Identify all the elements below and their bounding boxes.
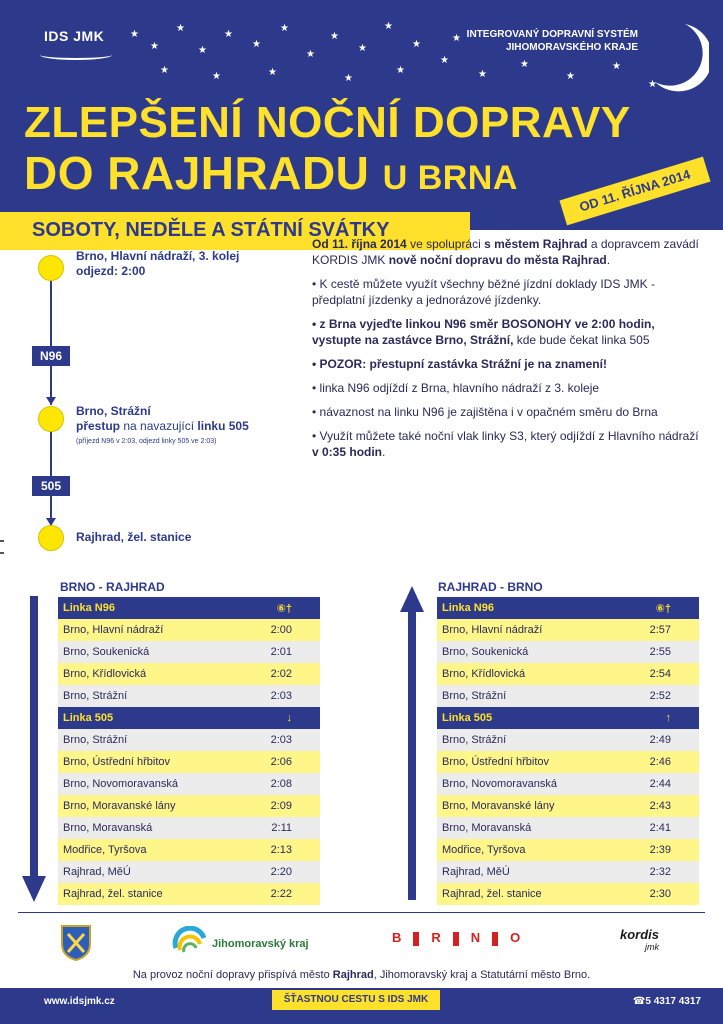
table-row xyxy=(58,641,320,663)
info-text-span: a dopravcem zavádí KORDIS JMK xyxy=(312,237,699,267)
time-cell: 2:20 xyxy=(241,861,321,883)
info-new-service: nově noční dopravu do města Rajhrad xyxy=(388,253,607,267)
timetable-right xyxy=(437,597,699,905)
info-instructions: • z Brna vyjeďte linkou N96 směr BOSONOHY ve 2:00 hodin, vystupte na zastávce Brno, Strážní, xyxy=(312,317,655,347)
system-name xyxy=(467,28,638,54)
line-505-box: 505 xyxy=(32,476,70,496)
table-row xyxy=(437,773,699,795)
stop-cell: Brno, Moravanská xyxy=(437,817,620,839)
footer-note xyxy=(0,969,723,981)
stop-cell: Modřice, Tyršova xyxy=(58,839,241,861)
stop-cell: Brno, Soukenická xyxy=(58,641,241,663)
rajhrad-coat-of-arms-icon xyxy=(60,924,92,962)
kordis-sub: jmk xyxy=(645,942,660,952)
stop-cell: Brno, Moravanské lány xyxy=(58,795,241,817)
stop-cell: Brno, Strážní xyxy=(58,729,241,751)
website-link[interactable]: www.idsjmk.cz xyxy=(44,996,115,1007)
table-row xyxy=(437,795,699,817)
arrow-down-icon xyxy=(46,397,56,405)
stop-cell: Brno, Křídlovická xyxy=(58,663,241,685)
stop-cell: Brno, Ústřední hřbitov xyxy=(58,751,241,773)
stop-cell: Brno, Soukenická xyxy=(437,641,620,663)
star-icon: ★ xyxy=(344,73,353,84)
star-icon: ★ xyxy=(176,23,185,34)
phone-number: ☎5 4317 4317 xyxy=(632,996,701,1007)
star-icon: ★ xyxy=(224,29,233,40)
star-icon: ★ xyxy=(306,49,315,60)
time-cell: 2:57 xyxy=(620,619,700,641)
table-row xyxy=(437,729,699,751)
days-text: SOBOTY, NEDĚLE A STÁTNÍ SVÁTKY xyxy=(32,219,390,241)
route-diagram xyxy=(0,240,290,570)
stop-cell: Brno, Strážní xyxy=(58,685,241,707)
direction-bar-down xyxy=(30,596,38,878)
star-icon: ★ xyxy=(252,39,261,50)
title-line1: ZLEPŠENÍ NOČNÍ DOPRAVY xyxy=(24,98,631,147)
star-icon: ★ xyxy=(520,59,529,70)
star-icon: ★ xyxy=(358,43,367,54)
stop1-label xyxy=(76,249,239,279)
star-icon: ★ xyxy=(130,29,139,40)
slogan: ŠŤASTNOU CESTU S IDS JMK xyxy=(272,990,440,1010)
star-icon: ★ xyxy=(478,69,487,80)
table-row xyxy=(437,751,699,773)
timetable-line-header xyxy=(437,597,699,619)
info-city: s městem Rajhrad xyxy=(484,237,588,251)
info-text-span: . xyxy=(606,253,611,267)
line-symbol: ↑ xyxy=(620,707,700,729)
star-icon: ★ xyxy=(268,67,277,78)
system-name-line2: JIHOMORAVSKÉHO KRAJE xyxy=(505,42,638,53)
brno-letter: N xyxy=(470,930,481,945)
star-icon: ★ xyxy=(412,39,421,50)
stop1-detail: odjezd: 2:00 xyxy=(76,264,146,278)
star-icon: ★ xyxy=(198,45,207,56)
time-cell: 2:00 xyxy=(241,619,321,641)
table-row xyxy=(58,883,320,905)
stop-cell: Brno, Křídlovická xyxy=(437,663,620,685)
stop-dot xyxy=(38,406,64,432)
time-cell: 2:03 xyxy=(241,729,321,751)
route-line xyxy=(50,418,52,528)
info-text-span: . xyxy=(382,445,386,459)
timetable-left xyxy=(58,597,320,905)
stop-cell: Brno, Moravanská xyxy=(58,817,241,839)
footer-note-text: , Jihomoravský kraj a Statutární město Brno. xyxy=(373,969,591,981)
star-icon: ★ xyxy=(330,31,339,42)
line-label: Linka 505 xyxy=(58,707,241,729)
line-label: Linka N96 xyxy=(437,597,620,619)
stop-cell: Brno, Hlavní nádraží xyxy=(437,619,620,641)
stop-cell: Brno, Hlavní nádraží xyxy=(58,619,241,641)
info-paragraph-4 xyxy=(312,356,707,372)
info-date: Od 11. října 2014 xyxy=(312,237,407,251)
table-row xyxy=(58,751,320,773)
info-paragraph-1 xyxy=(312,236,707,268)
timetable-left-title: BRNO - RAJHRAD xyxy=(60,580,165,594)
info-paragraph-5: • linka N96 odjíždí z Brna, hlavního nádraží z 3. koleje xyxy=(312,381,600,395)
title-line2-main: DO RAJHRADU xyxy=(24,147,370,199)
edge-mark xyxy=(0,540,4,542)
table-row xyxy=(437,641,699,663)
star-icon: ★ xyxy=(440,55,449,66)
time-cell: 2:09 xyxy=(241,795,321,817)
footer-divider xyxy=(18,912,705,913)
table-row xyxy=(58,773,320,795)
stop-cell: Brno, Moravanské lány xyxy=(437,795,620,817)
stop-cell: Rajhrad, MěÚ xyxy=(437,861,620,883)
brno-bracket-icon xyxy=(492,932,498,946)
stop2-label xyxy=(76,404,249,449)
info-text-span: • Využít můžete také noční vlak linky S3, který odjíždí z Hlavního nádraží xyxy=(312,429,699,443)
kordis-logo xyxy=(620,928,659,952)
table-row xyxy=(58,861,320,883)
info-train-time: v 0:35 hodin xyxy=(312,445,383,459)
timetable-left-body xyxy=(58,597,320,905)
footer-note-city: Rajhrad xyxy=(332,969,374,981)
star-icon: ★ xyxy=(212,71,221,82)
stop-dot xyxy=(38,525,64,551)
line-label: Linka N96 xyxy=(58,597,241,619)
table-row xyxy=(58,817,320,839)
table-row xyxy=(58,729,320,751)
stop2-note: (příjezd N96 v 2:03, odjezd linky 505 ve 2:03) xyxy=(76,438,217,445)
table-row xyxy=(437,861,699,883)
info-paragraph-2: • K cestě můžete využít všechny běžné jízdní doklady IDS JMK - předplatní jízdenky a jednorázové jízdenky. xyxy=(312,277,656,307)
stop-cell: Rajhrad, MěÚ xyxy=(58,861,241,883)
star-icon: ★ xyxy=(612,61,621,72)
timetable-line-header xyxy=(437,707,699,729)
jmk-label: Jihomoravský kraj xyxy=(212,938,309,950)
table-row xyxy=(58,685,320,707)
kordis-label: kordis xyxy=(620,927,660,942)
time-cell: 2:22 xyxy=(241,883,321,905)
time-cell: 2:46 xyxy=(620,751,700,773)
timetable-right-body xyxy=(437,597,699,905)
table-row xyxy=(437,685,699,707)
arrow-down-icon xyxy=(22,876,46,902)
stop2-transfer-mid: na navazující xyxy=(123,419,195,433)
table-row xyxy=(437,663,699,685)
date-tag: OD 11. ŘÍJNA 2014 xyxy=(559,157,710,226)
info-paragraph-6: • návaznost na linku N96 je zajištěna i v opačném směru do Brna xyxy=(312,405,658,419)
info-text-span: kde bude čekat linka 505 xyxy=(513,333,650,347)
time-cell: 2:11 xyxy=(241,817,321,839)
time-cell: 2:54 xyxy=(620,663,700,685)
stop-cell: Brno, Novomoravanská xyxy=(58,773,241,795)
time-cell: 2:55 xyxy=(620,641,700,663)
time-cell: 2:08 xyxy=(241,773,321,795)
edge-mark xyxy=(0,552,4,554)
info-warning: • POZOR: přestupní zastávka Strážní je na znamení! xyxy=(312,357,607,371)
footer-note-text: Na provoz noční dopravy přispívá město xyxy=(132,969,333,981)
time-cell: 2:49 xyxy=(620,729,700,751)
star-icon: ★ xyxy=(150,41,159,52)
title-line2-small: U BRNA xyxy=(382,159,518,197)
line-symbol: ↓ xyxy=(241,707,321,729)
star-icon: ★ xyxy=(452,33,461,44)
stop-cell: Brno, Strážní xyxy=(437,729,620,751)
time-cell: 2:41 xyxy=(620,817,700,839)
table-row xyxy=(58,663,320,685)
brno-logo xyxy=(392,930,520,946)
stop1-name: Brno, Hlavní nádraží, 3. kolej xyxy=(76,249,240,263)
line-symbol: ⑥† xyxy=(620,597,700,619)
stop-cell: Brno, Novomoravanská xyxy=(437,773,620,795)
timetable-line-header xyxy=(58,707,320,729)
brno-bracket-icon xyxy=(453,932,459,946)
stop-cell: Rajhrad, žel. stanice xyxy=(437,883,620,905)
direction-bar-up xyxy=(408,610,416,900)
table-row xyxy=(437,883,699,905)
timetable-right-title: RAJHRAD - BRNO xyxy=(438,580,543,594)
time-cell: 2:52 xyxy=(620,685,700,707)
system-name-line1: INTEGROVANÝ DOPRAVNÍ SYSTÉM xyxy=(466,29,638,40)
time-cell: 2:39 xyxy=(620,839,700,861)
time-cell: 2:01 xyxy=(241,641,321,663)
star-icon: ★ xyxy=(280,23,289,34)
stop2-transfer-line: linku 505 xyxy=(197,419,249,433)
brno-letter: O xyxy=(510,930,521,945)
jmk-logo-icon xyxy=(172,926,212,954)
title-line2 xyxy=(24,146,518,200)
info-text xyxy=(312,236,707,468)
line-n96-box: N96 xyxy=(32,346,70,366)
stop2-transfer xyxy=(76,419,249,434)
brno-letter: R xyxy=(431,930,441,945)
time-cell: 2:44 xyxy=(620,773,700,795)
time-cell: 2:02 xyxy=(241,663,321,685)
stop-cell: Brno, Ústřední hřbitov xyxy=(437,751,620,773)
stop3-label: Rajhrad, žel. stanice xyxy=(76,530,192,544)
time-cell: 2:30 xyxy=(620,883,700,905)
stop2-transfer-prefix: přestup xyxy=(76,419,121,433)
table-row xyxy=(58,839,320,861)
time-cell: 2:43 xyxy=(620,795,700,817)
star-icon: ★ xyxy=(384,21,393,32)
brno-letter: B xyxy=(392,930,402,945)
table-row xyxy=(437,839,699,861)
time-cell: 2:03 xyxy=(241,685,321,707)
star-icon: ★ xyxy=(566,71,575,82)
stop-cell: Modřice, Tyršova xyxy=(437,839,620,861)
table-row xyxy=(437,817,699,839)
brno-bracket-icon xyxy=(413,932,419,946)
table-row xyxy=(58,795,320,817)
timetable-line-header xyxy=(58,597,320,619)
info-text-span: ve spolupráci xyxy=(406,237,485,251)
info-paragraph-7 xyxy=(312,428,707,460)
time-cell: 2:06 xyxy=(241,751,321,773)
ids-jmk-logo: IDS JMK xyxy=(44,28,105,44)
info-paragraph-3 xyxy=(312,316,707,348)
line-label: Linka 505 xyxy=(437,707,620,729)
time-cell: 2:32 xyxy=(620,861,700,883)
stop2-name: Brno, Strážní xyxy=(76,404,151,418)
time-cell: 2:13 xyxy=(241,839,321,861)
table-row xyxy=(58,619,320,641)
arrow-up-icon xyxy=(400,586,424,612)
stop-dot xyxy=(38,255,64,281)
table-row xyxy=(437,619,699,641)
line-symbol: ⑥† xyxy=(241,597,321,619)
route-line xyxy=(50,270,52,405)
star-icon: ★ xyxy=(160,65,169,76)
stop-cell: Brno, Strážní xyxy=(437,685,620,707)
stop-cell: Rajhrad, žel. stanice xyxy=(58,883,241,905)
star-icon: ★ xyxy=(396,65,405,76)
star-icon: ★ xyxy=(648,79,657,90)
logo-swoosh-icon xyxy=(40,50,112,60)
